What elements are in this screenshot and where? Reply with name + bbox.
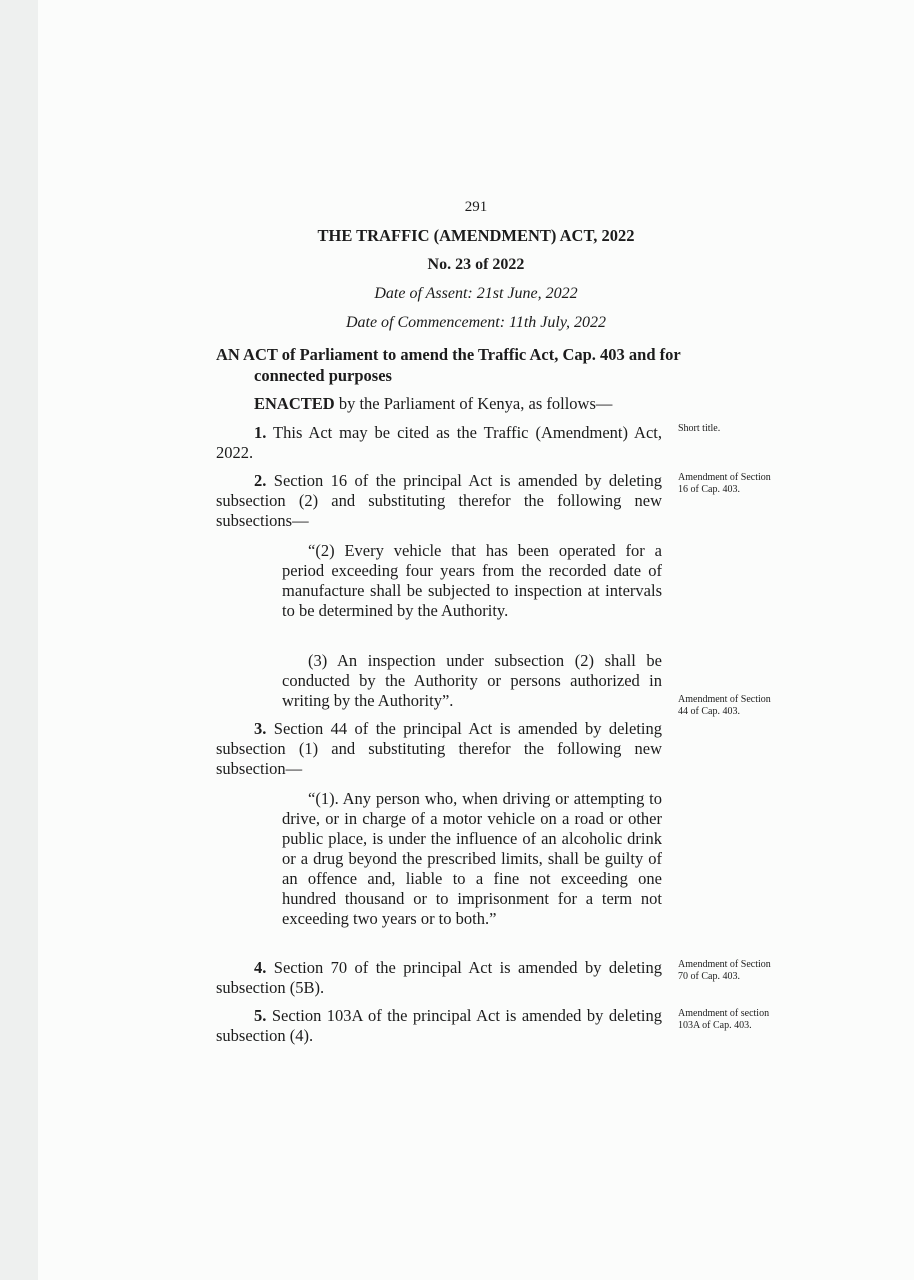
enacting-clause (254, 394, 714, 414)
section-3 (216, 719, 662, 779)
enacting-rest: by the Parliament of Kenya, as follows— (334, 394, 613, 413)
section-2-number: 2. (254, 471, 267, 490)
section-3-text: Section 44 of the principal Act is amended by deleting subsection (1) and substituting therefor the following new subsection— (216, 719, 662, 778)
section-1 (216, 423, 662, 463)
section-1-text: This Act may be cited as the Traffic (Amendment) Act, 2022. (216, 423, 662, 462)
section-5 (216, 1006, 662, 1046)
section-4-number: 4. (254, 958, 267, 977)
document-page (38, 0, 914, 1280)
section-2 (216, 471, 662, 531)
margin-note-section-70: Amendment of Section 70 of Cap. 403. (678, 959, 771, 982)
margin-note-section-16: Amendment of Section 16 of Cap. 403. (678, 472, 771, 495)
section-5-number: 5. (254, 1006, 267, 1025)
long-title: AN ACT of Parliament to amend the Traffic Act, Cap. 403 and for connected purposes (216, 345, 681, 385)
section-5-text: Section 103A of the principal Act is amended by deleting subsection (4). (216, 1006, 662, 1045)
date-of-commencement: Date of Commencement: 11th July, 2022 (345, 314, 607, 331)
margin-note-short-title: Short title. (678, 423, 721, 434)
section-3-number: 3. (254, 719, 267, 738)
section-1-number: 1. (254, 423, 267, 442)
act-number: No. 23 of 2022 (427, 256, 525, 273)
page-number: 291 (464, 199, 488, 215)
enacting-lead: ENACTED (254, 394, 335, 413)
section-4-text: Section 70 of the principal Act is amended by deleting subsection (5B). (216, 958, 662, 997)
quote-s2-subsection-3: (3) An inspection under subsection (2) shall be conducted by the Authority or persons authorized in writing by the Authority”. (282, 651, 662, 710)
section-4 (216, 958, 662, 998)
quote-s2-subsection-2: “(2) Every vehicle that has been operated for a period exceeding four years from the recorded date of manufacture shall be subjected to inspection at intervals to be determined by the Authority. (282, 541, 662, 620)
act-title: THE TRAFFIC (AMENDMENT) ACT, 2022 (317, 226, 635, 245)
margin-note-section-44: Amendment of Section 44 of Cap. 403. (678, 694, 771, 717)
quote-s3-subsection-1: “(1). Any person who, when driving or attempting to drive, or in charge of a motor vehicle on a road or other public place, is under the influence of an alcoholic drink or a drug beyond the prescribed limits, shall be guilty of an offence and, liable to a fine not exceeding one hundred thousand or to imprisonment for a term not exceeding two years or to both.” (282, 789, 662, 928)
date-of-assent: Date of Assent: 21st June, 2022 (374, 285, 578, 302)
margin-note-section-103a: Amendment of section 103A of Cap. 403. (678, 1008, 770, 1031)
section-2-text: Section 16 of the principal Act is amended by deleting subsection (2) and substituting therefor the following new subsections— (216, 471, 662, 530)
